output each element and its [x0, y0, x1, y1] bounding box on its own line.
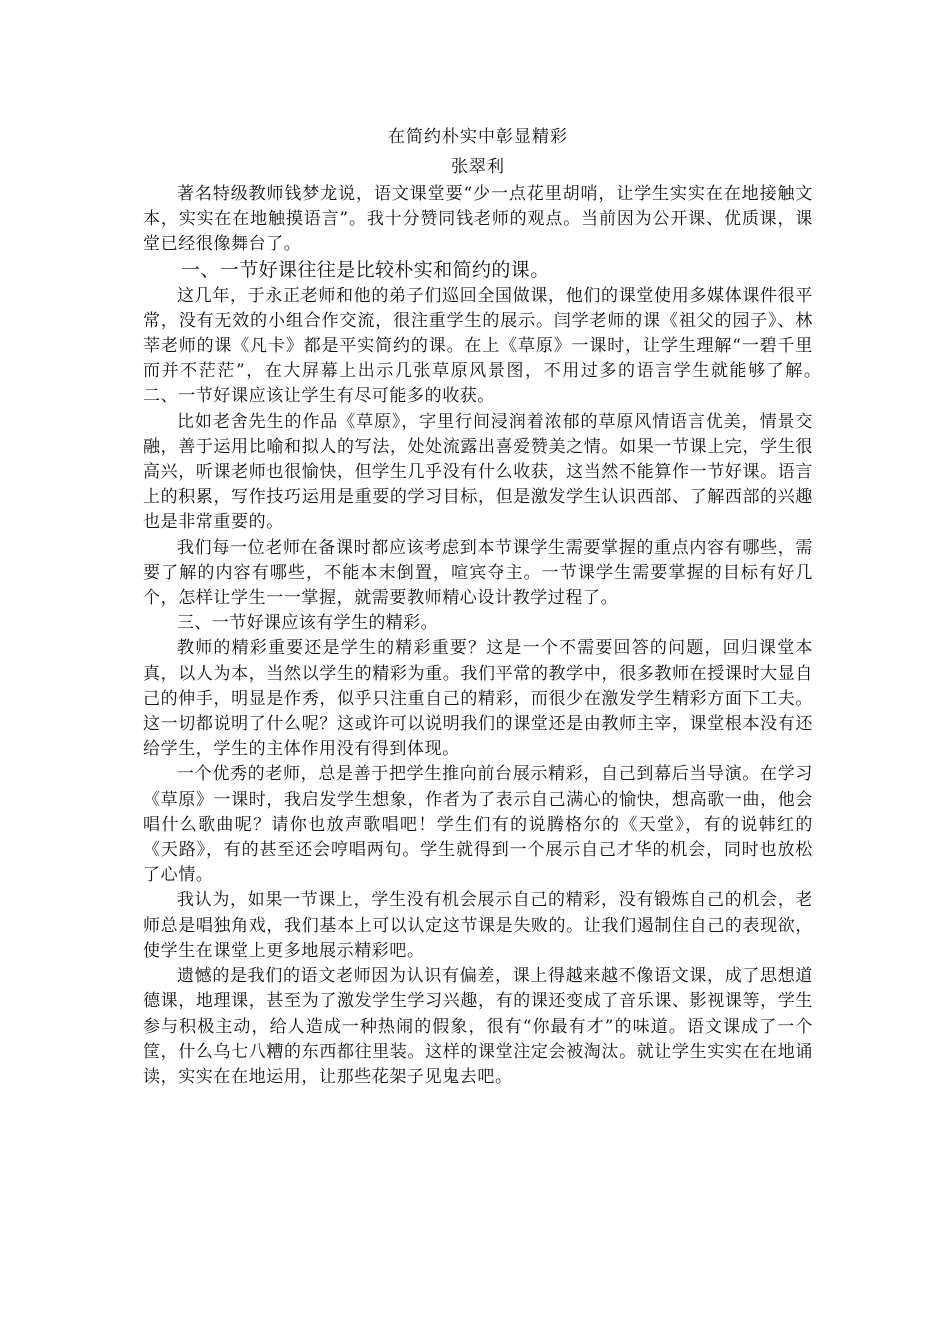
paragraph-5: 一个优秀的老师，总是善于把学生推向前台展示精彩，自己到幕后当导演。在学习《草原》一课时，我启发学生想象，作者为了表示自己满心的愉快，想高歌一曲，他会唱什么歌曲呢？请你也放声歌唱吧！学生们有的说腾格尔的《天堂》，有的说韩红的《天路》，有的甚至还会哼唱两句。学生就得到一个展示自己才华的机会，同时也放松了心情。	[143, 764, 813, 886]
paragraph-intro: 著名特级教师钱梦龙说，语文课堂要“少一点花里胡哨，让学生实实在在地接触文本，实实在在地触摸语言”。我十分赞同钱老师的观点。当前因为公开课、优质课，课堂已经很像舞台了。	[143, 184, 813, 255]
document-title: 在简约朴实中彰显精彩	[388, 127, 568, 147]
section-heading-3: 三、一节好课应该有学生的精彩。	[177, 613, 438, 634]
paragraph-6: 我认为，如果一节课上，学生没有机会展示自己的精彩，没有锻炼自己的机会，老师总是唱独角戏，我们基本上可以认定这节课是失败的。让我们遏制住自己的表现欲，使学生在课堂上更多地展示精彩吧。	[143, 890, 813, 961]
paragraph-1: 这几年，于永正老师和他的弟子们巡回全国做课，他们的课堂使用多媒体课件很平常，没有无效的小组合作交流，很注重学生的展示。闫学老师的课《祖父的园子》、林莘老师的课《凡卡》都是平实简约的课。在上《草原》一课时，让学生理解“一碧千里而并不茫茫”，在大屏幕上出示几张草原风景图，不用过多的语言学生就能够了解。 二、一节好课应该让学生有尽可能多的收获。	[143, 285, 831, 407]
paragraph-7: 遗憾的是我们的语文老师因为认识有偏差，课上得越来越不像语文课，成了思想道德课，地理课，甚至为了激发学生学习兴趣，有的课还变成了音乐课、影视课等，学生参与积极主动，给人造成一种热闹的假象，很有“你最有才”的味道。语文课成了一个筐，什么乌七八糟的东西都往里装。这样的课堂注定会被淘汰。就让学生实实在在地诵读，实实在在地运用，让那些花架子见鬼去吧。	[143, 966, 813, 1087]
section-heading-1: 一、一节好课往往是比较朴实和简约的课。	[181, 259, 550, 281]
paragraph-3: 我们每一位老师在备课时都应该考虑到本节课学生需要掌握的重点内容有哪些，需要了解的内容有哪些，不能本末倒置，喧宾夺主。一节课学生需要掌握的目标有好几个，怎样让学生一一掌握，就需要教师精心设计教学过程了。	[143, 537, 813, 609]
paragraph-4: 教师的精彩重要还是学生的精彩重要？这是一个不需要回答的问题，回归课堂本真，以人为本，当然以学生的精彩为重。我们平常的教学中，很多教师在授课时大显自己的伸手，明显是作秀，似乎只注重自己的精彩，而很少在激发学生精彩方面下工夫。这一切都说明了什么呢？这或许可以说明我们的课堂还是由教师主宰，课堂根本没有还给学生，学生的主体作用没有得到体现。	[143, 638, 813, 760]
document-body	[143, 122, 831, 1090]
document-author: 张翠利	[451, 157, 505, 177]
paragraph-2: 比如老舍先生的作品《草原》，字里行间浸润着浓郁的草原风情语言优美，情景交融，善于运用比喻和拟人的写法，处处流露出喜爱赞美之情。如果一节课上完，学生很高兴，听课老师也很愉快，但学生几乎没有什么收获，这当然不能算作一节好课。语言上的积累，写作技巧运用是重要的学习目标，但是激发学生认识西部、了解西部的兴趣也是非常重要的。	[143, 411, 813, 533]
